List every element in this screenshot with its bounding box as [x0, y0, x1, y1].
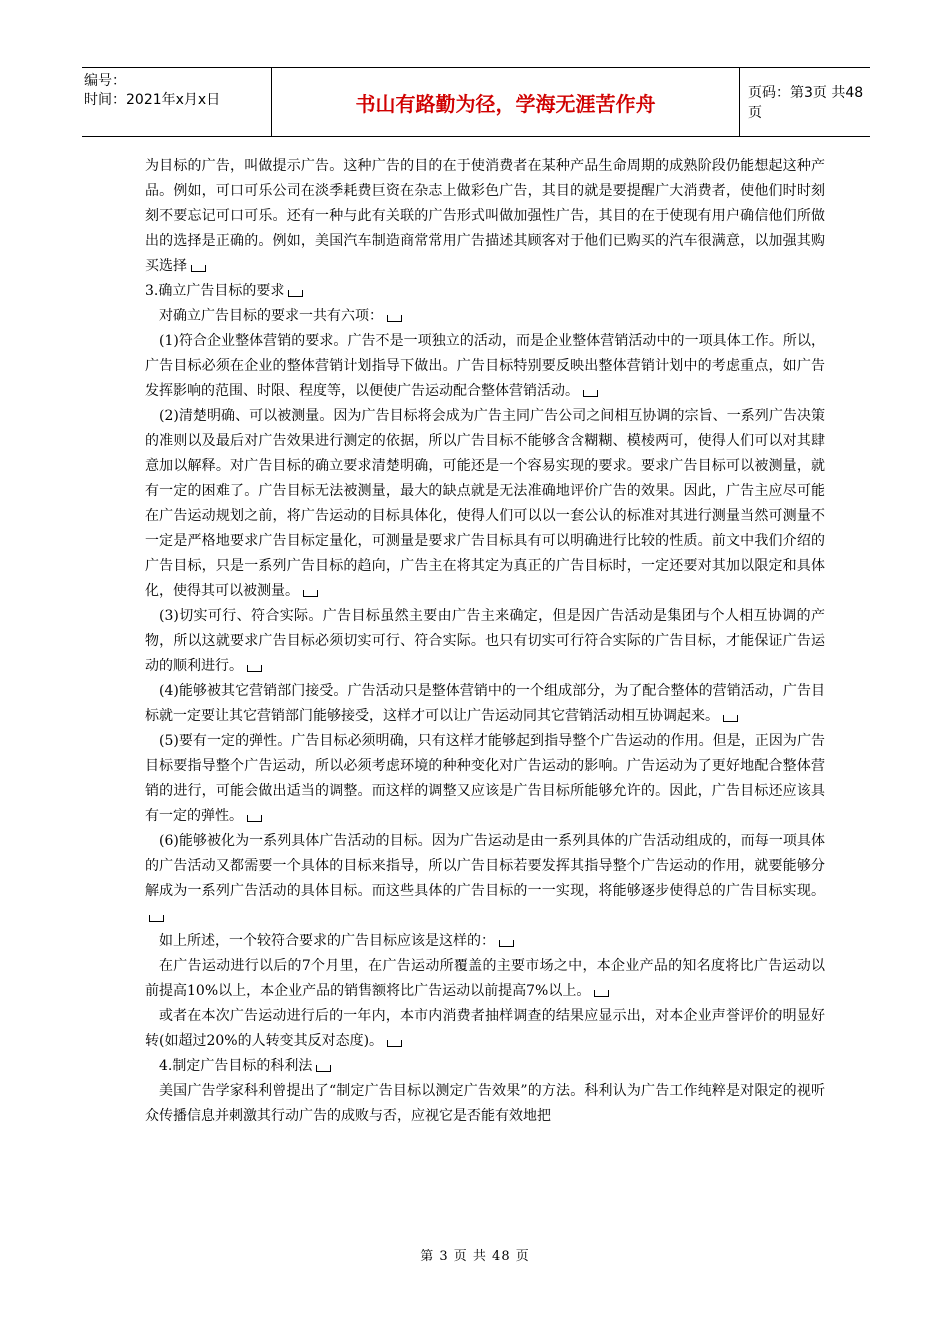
paragraph-mark-icon: [191, 265, 206, 272]
paragraph-mark-icon: [594, 990, 609, 997]
paragraph-text: 美国广告学家科利曾提出了“制定广告目标以测定广告效果”的方法。科利认为广告工作纯粹是对限定的视听众传播信息并刺激其行动广告的成败与否，应视它是否能有效地把: [145, 1083, 825, 1124]
paragraph-text: 如上所述，一个较符合要求的广告目标应该是这样的：: [159, 933, 495, 949]
paragraph-text: 3.确立广告目标的要求: [145, 283, 285, 299]
paragraph-text: 4.制定广告目标的科利法: [159, 1058, 313, 1074]
paragraph-mark-icon: [499, 940, 514, 947]
paragraph: [145, 1054, 825, 1079]
paragraph-text: (5)要有一定的弹性。广告目标必须明确，只有这样才能够起到指导整个广告运动的作用。但是，正因为广告目标要指导整个广告运动，所以必须考虑环境的种种变化对广告运动的影响。广告运动为了更好地配合整体营销的进行，可能会做出适当的调整。而这样的调整又应该是广告目标所能够允许的。因此，广告目标还应该具有一定的弹性。: [145, 733, 825, 824]
paragraph: [145, 279, 825, 304]
doc-date: 时间：2021年x月x日: [84, 92, 221, 108]
paragraph: [145, 954, 825, 1004]
paragraph: [145, 154, 825, 279]
paragraph-mark-icon: [387, 1040, 402, 1047]
doc-number-label: 编号：: [84, 73, 126, 89]
paragraph-text: 对确立广告目标的要求一共有六项：: [159, 308, 383, 324]
paragraph: [145, 329, 825, 404]
paragraph-mark-icon: [316, 1065, 331, 1072]
paragraph: [145, 304, 825, 329]
paragraph-mark-icon: [247, 815, 262, 822]
paragraph-text: 或者在本次广告运动进行后的一年内，本市内消费者抽样调查的结果应显示出，对本企业声誉评价的明显好转(如超过20%的人转变其反对态度)。: [145, 1008, 825, 1049]
paragraph-text: (1)符合企业整体营销的要求。广告不是一项独立的活动，而是企业整体营销活动中的一项具体工作。所以，广告目标必须在企业的整体营销计划指导下做出。广告目标特别要反映出整体营销计划中的考虑重点，如广告发挥影响的范围、时限、程度等，以便使广告运动配合整体营销活动。: [145, 333, 825, 399]
paragraph: [145, 1079, 825, 1129]
header-motto: 书山有路勤为径，学海无涯苦作舟: [272, 68, 740, 136]
paragraph-text: (6)能够被化为一系列具体广告活动的目标。因为广告运动是由一系列具体的广告活动组成的，而每一项具体的广告活动又都需要一个具体的目标来指导，所以广告目标若要发挥其指导整个广告运动的作用，就要能够分解成为一系列广告活动的具体目标。而这些具体的广告目标的一一实现，将能够逐步使得总的广告目标实现。: [145, 833, 825, 899]
paragraph-mark-icon: [303, 590, 318, 597]
paragraph: [145, 1004, 825, 1054]
header-page-info: 页码：第3页 共48页: [748, 85, 864, 121]
paragraph-mark-icon: [288, 290, 303, 297]
paragraph-mark-icon: [723, 715, 738, 722]
document-body: [145, 154, 825, 1129]
paragraph-mark-icon: [583, 390, 598, 397]
header-meta: [82, 68, 272, 136]
paragraph-text: (2)清楚明确、可以被测量。因为广告目标将会成为广告主同广告公司之间相互协调的宗旨、一系列广告决策的准则以及最后对广告效果进行测定的依据，所以广告目标不能够含含糊糊、模棱两可，使得人们可以对其肆意加以解释。对广告目标的确立要求清楚明确，可能还是一个容易实现的要求。要求广告目标可以被测量，就有一定的困难了。广告目标无法被测量，最大的缺点就是无法准确地评价广告的效果。因此，广告主应尽可能在广告运动规划之前，将广告运动的目标具体化，使得人们可以以一套公认的标准对其进行测量当然可测量不一定是严格地要求广告目标定量化，可测量是要求广告目标具有可以明确进行比较的性质。前文中我们介绍的广告目标，只是一系列广告目标的趋向，广告主在将其定为真正的广告目标时，一定还要对其加以限定和具体化，使得其可以被测量。: [145, 408, 825, 599]
paragraph-text: (3)切实可行、符合实际。广告目标虽然主要由广告主来确定，但是因广告活动是集团与个人相互协调的产物，所以这就要求广告目标必须切实可行、符合实际。也只有切实可行符合实际的广告目标，才能保证广告运动的顺利进行。: [145, 608, 825, 674]
page-header: [82, 67, 870, 137]
paragraph: [145, 404, 825, 604]
paragraph-text: 为目标的广告，叫做提示广告。这种广告的目的在于使消费者在某种产品生命周期的成熟阶段仍能想起这种产品。例如，可口可乐公司在淡季耗费巨资在杂志上做彩色广告，其目的就是要提醒广大消费者，使他们时时刻刻不要忘记可口可乐。还有一种与此有关联的广告形式叫做加强性广告，其目的在于使现有用户确信他们所做出的选择是正确的。例如，美国汽车制造商常常用广告描述其顾客对于他们已购买的汽车很满意，以加强其购买选择: [145, 158, 825, 274]
paragraph-text: 在广告运动进行以后的7个月里，在广告运动所覆盖的主要市场之中，本企业产品的知名度将比广告运动以前提高10%以上，本企业产品的销售额将比广告运动以前提高7%以上。: [145, 958, 825, 999]
paragraph: [145, 929, 825, 954]
paragraph-text: (4)能够被其它营销部门接受。广告活动只是整体营销中的一个组成部分，为了配合整体的营销活动，广告目标就一定要让其它营销部门能够接受，这样才可以让广告运动同其它营销活动相互协调起来。: [145, 683, 825, 724]
paragraph-mark-icon: [149, 915, 164, 922]
paragraph-mark-icon: [247, 665, 262, 672]
paragraph-mark-icon: [387, 315, 402, 322]
paragraph: [145, 679, 825, 729]
page-footer: 第 3 页 共 48 页: [420, 1249, 530, 1264]
paragraph: [145, 829, 825, 929]
paragraph: [145, 604, 825, 679]
paragraph: [145, 729, 825, 829]
